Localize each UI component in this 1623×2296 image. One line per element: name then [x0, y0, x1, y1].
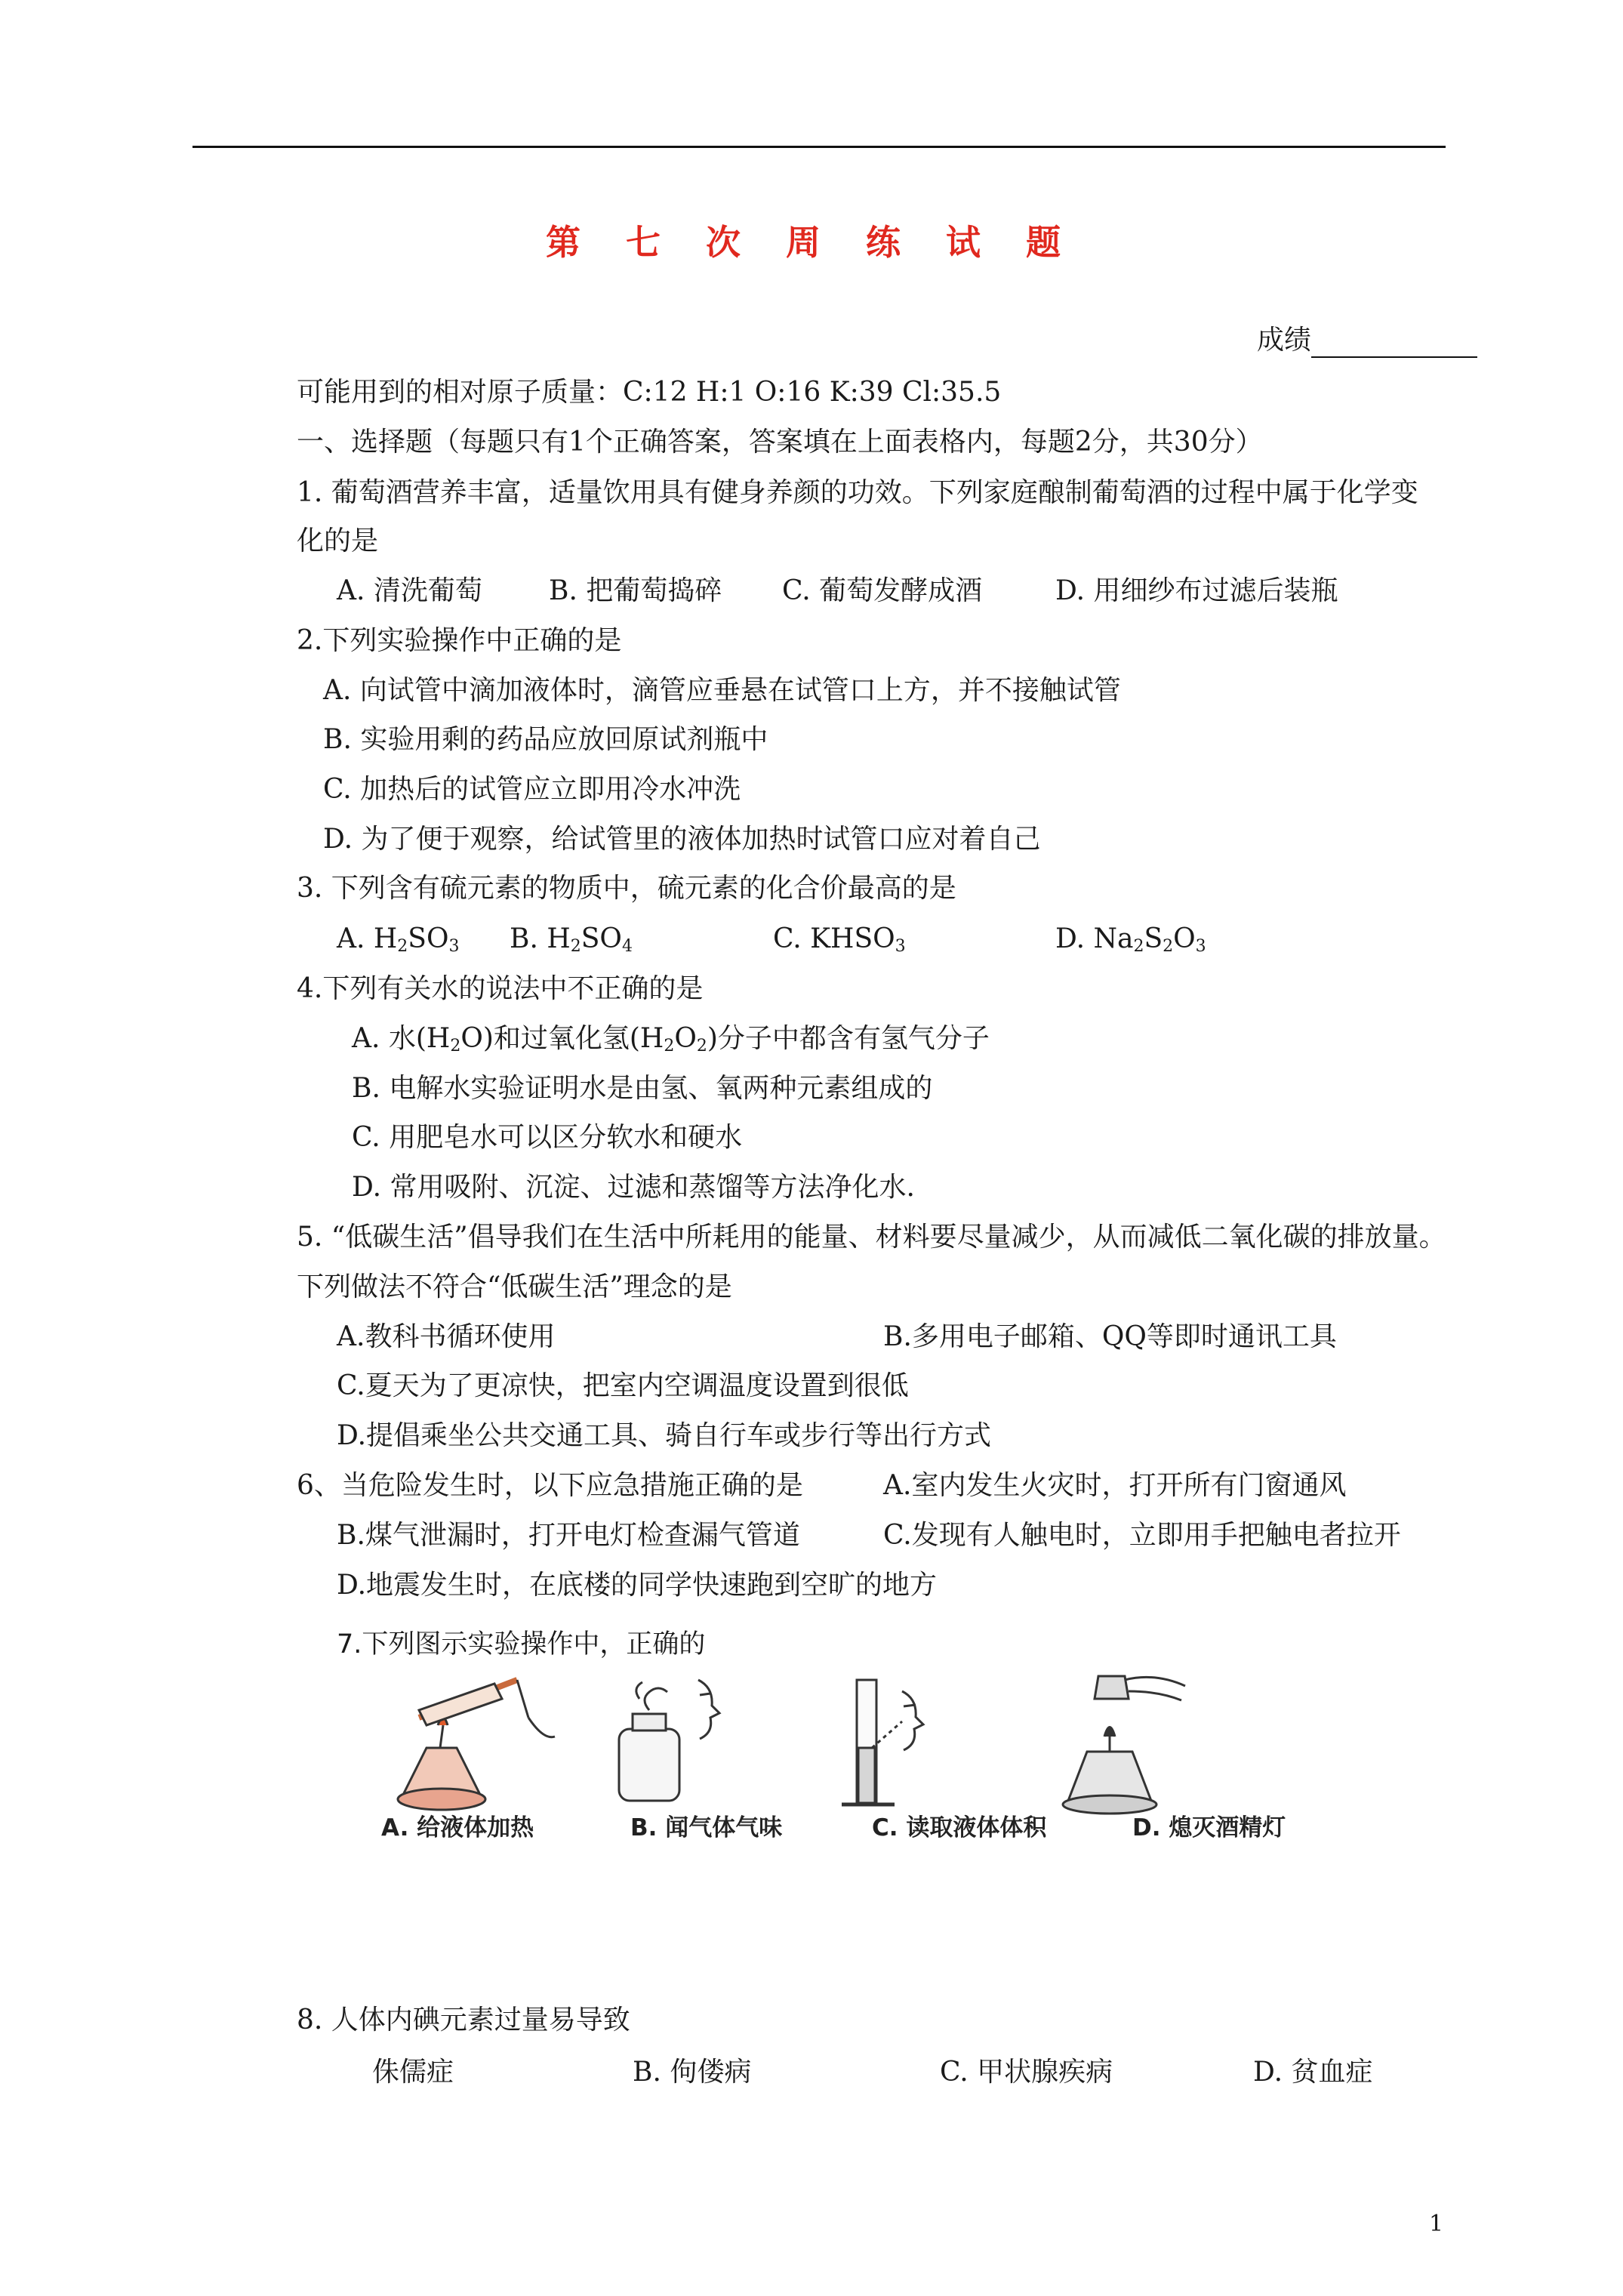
section-heading: 一、选择题（每题只有1个正确答案，答案填在上面表格内，每题2分，共30分）: [297, 427, 1263, 458]
q6-stem: 6、当危险发生时，以下应急措施正确的是: [297, 1470, 803, 1501]
q8-option-a: 侏儒症: [372, 2057, 454, 2088]
q5-option-b: B.多用电子邮箱、QQ等即时通讯工具: [883, 1321, 1337, 1352]
q3-option-c: C. $KHSO_3$: [773, 923, 906, 956]
q1-stem-line2: 化的是: [297, 525, 379, 556]
q8-option-d: D. 贫血症: [1253, 2057, 1373, 2088]
smelling-gas-icon: [619, 1680, 719, 1801]
q1-option-c: C. 葡萄发酵成酒: [782, 575, 983, 606]
q4-option-c: C. 用肥皂水可以区分软水和硬水: [352, 1122, 743, 1153]
q3-option-d: D. $Na_2S_2O_3$: [1055, 923, 1206, 956]
q8-option-b: B. 佝偻病: [633, 2057, 752, 2088]
q3-option-b: B. $H_2SO_4$: [510, 923, 633, 956]
header-rule: [192, 146, 1446, 148]
score-label: 成绩: [1257, 325, 1312, 356]
q4-option-b: B. 电解水实验证明水是由氢、氧两种元素组成的: [352, 1073, 933, 1104]
q5-stem-line2: 下列做法不符合“低碳生活”理念的是: [297, 1271, 732, 1302]
q2-stem: 2.下列实验操作中正确的是: [297, 625, 622, 656]
q7-option-a: A. 给液体加热: [381, 1814, 534, 1841]
q2-option-d: D. 为了便于观察，给试管里的液体加热时试管口应对着自己: [323, 824, 1041, 855]
q8-stem: 8. 人体内碘元素过量易导致: [297, 2005, 630, 2036]
score-blank[interactable]: [1311, 331, 1477, 358]
q6-option-d: D.地震发生时，在底楼的同学快速跑到空旷的地方: [337, 1570, 938, 1601]
q1-option-a: A. 清洗葡萄: [337, 575, 482, 606]
q8-option-c: C. 甲状腺疾病: [940, 2057, 1113, 2088]
q2-option-a: A. 向试管中滴加液体时，滴管应垂悬在试管口上方，并不接触试管: [323, 675, 1121, 706]
q1-stem-line1: 1. 葡萄酒营养丰富，适量饮用具有健身养颜的功效。下列家庭酿制葡萄酒的过程中属于化学变: [297, 477, 1418, 508]
q6-option-c: C.发现有人触电时，立即用手把触电者拉开: [883, 1520, 1401, 1551]
q1-option-b: B. 把葡萄捣碎: [549, 575, 722, 606]
q4-option-a: A. 水$(H_2O)$和过氧化氢$(H_2O_2)$分子中都含有氢气分子: [352, 1023, 990, 1056]
q5-stem-line1: 5. “低碳生活”倡导我们在生活中所耗用的能量、材料要尽量减少，从而减低二氧化碳的排放量。: [297, 1222, 1446, 1253]
q7-option-b: B. 闻气体气味: [630, 1814, 783, 1841]
page-title: 第 七 次 周 练 试 题: [545, 222, 1078, 263]
q4-option-d: D. 常用吸附、沉淀、过滤和蒸馏等方法净化水.: [352, 1172, 915, 1203]
q3-option-a: A. $H_2SO_3$: [337, 923, 460, 956]
q3-stem: 3. 下列含有硫元素的物质中，硫元素的化合价最高的是: [297, 873, 956, 904]
heating-liquid-icon: [398, 1680, 555, 1810]
page-number: 1: [1429, 2211, 1444, 2237]
score-field: [1257, 323, 1477, 358]
q2-option-b: B. 实验用剩的药品应放回原试剂瓶中: [323, 724, 768, 755]
atomic-masses: 可能用到的相对原子质量：C:12 H:1 O:16 K:39 Cl:35.5: [297, 377, 1002, 408]
q4-stem: 4.下列有关水的说法中不正确的是: [297, 973, 704, 1004]
q1-option-d: D. 用细纱布过滤后装瓶: [1055, 575, 1338, 606]
q6-option-b: B.煤气泄漏时，打开电灯检查漏气管道: [337, 1520, 800, 1551]
q7-option-d: D. 熄灭酒精灯: [1132, 1814, 1286, 1841]
q2-option-c: C. 加热后的试管应立即用冷水冲洗: [323, 774, 741, 805]
q5-option-d: D.提倡乘坐公共交通工具、骑自行车或步行等出行方式: [337, 1420, 992, 1451]
q7-stem: 7.下列图示实验操作中，正确的: [337, 1629, 706, 1660]
q5-option-c: C.夏天为了更凉快，把室内空调温度设置到很低: [337, 1370, 909, 1401]
q7-option-c: C. 读取液体体积: [872, 1814, 1047, 1841]
reading-volume-icon: [842, 1680, 923, 1804]
q6-option-a: A.室内发生火灾时，打开所有门窗通风: [883, 1470, 1347, 1501]
q5-option-a: A.教科书循环使用: [337, 1321, 556, 1352]
extinguish-lamp-icon: [1063, 1676, 1185, 1814]
